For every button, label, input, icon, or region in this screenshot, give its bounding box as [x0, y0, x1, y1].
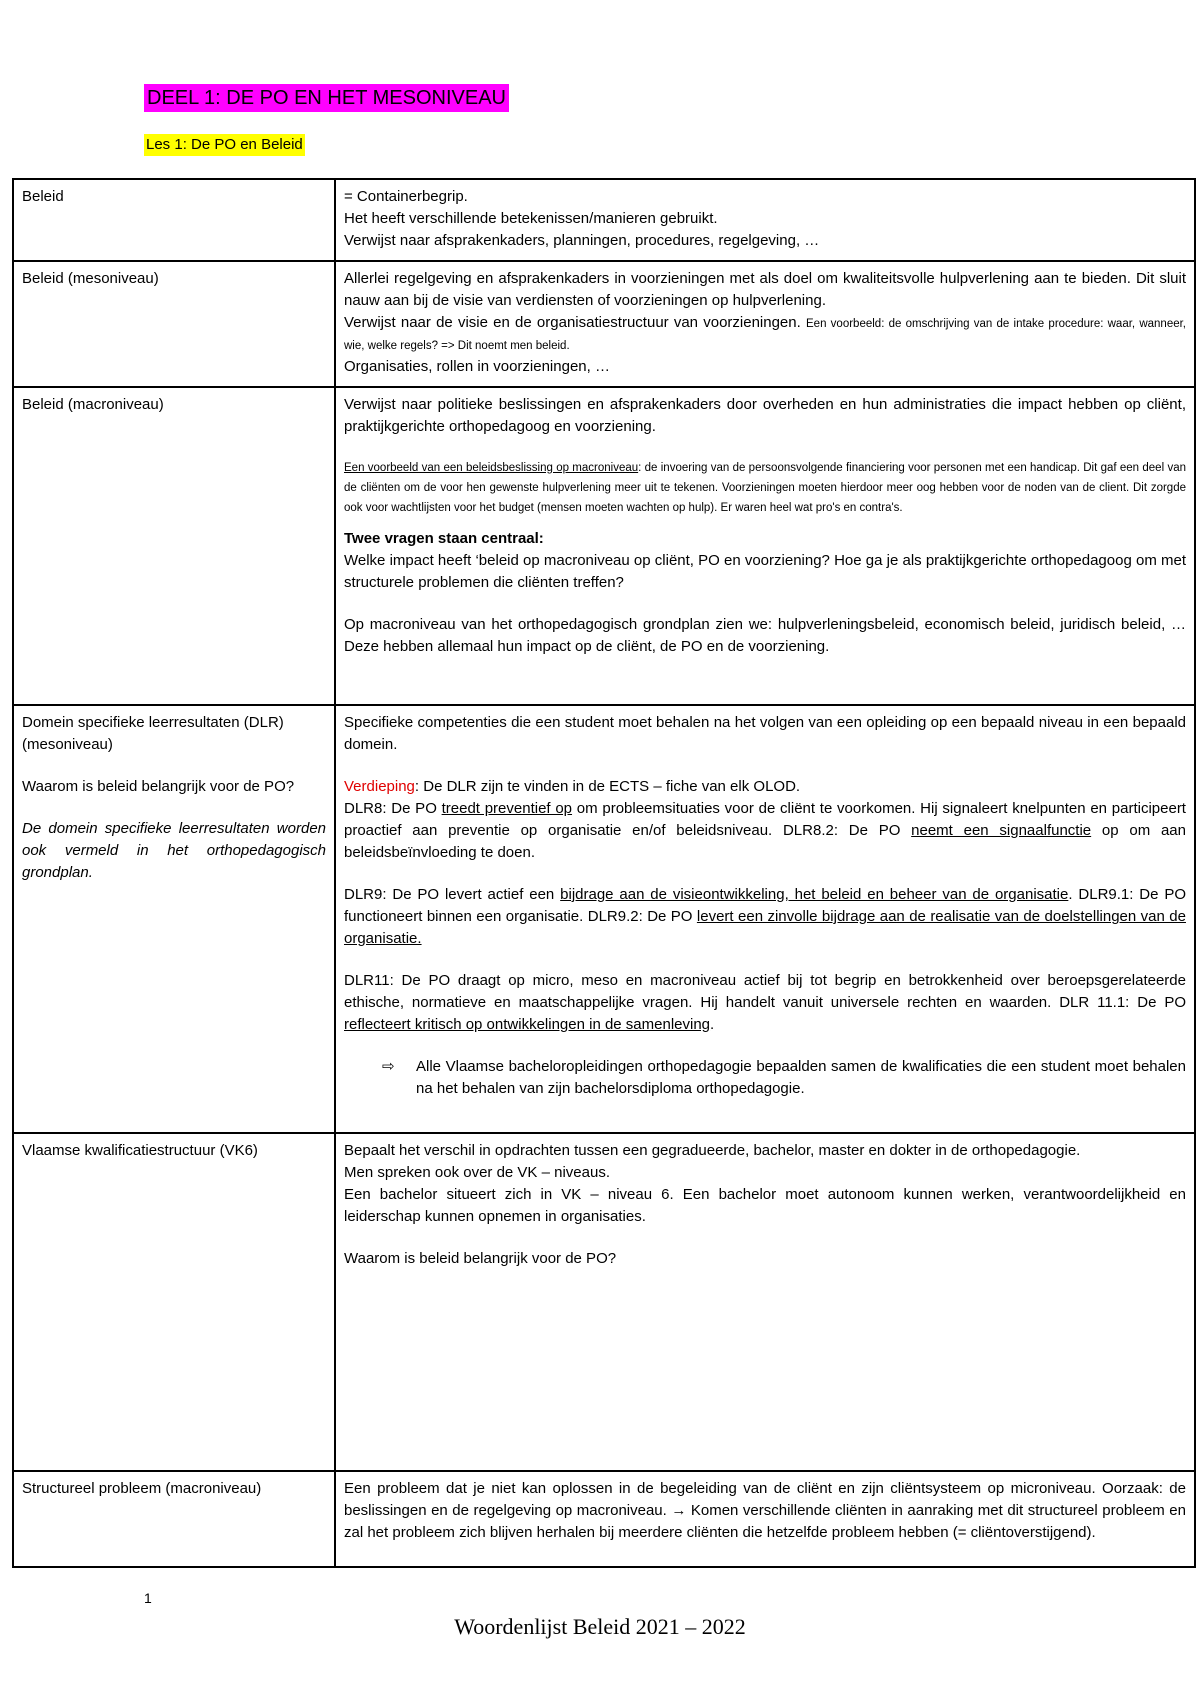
term-label: Vlaamse kwalificatiestructuur (VK6)	[22, 1142, 258, 1159]
dlr-text: om probleemsituaties voor de cliënt te voorkomen. Hij signaleert knelpunten en participeert proactief aan preventie op organisatie en/of beleidsniveau. DLR8.2: De PO	[344, 800, 1186, 839]
dlr-text: . DLR9.1: De PO functioneert binnen een organisatie. DLR9.2: De PO	[344, 886, 1187, 925]
term-question: Waarom is beleid belangrijk voor de PO?	[22, 778, 295, 795]
definition-text: Specifieke competenties die een student moet behalen na het volgen van een opleiding op een bepaald niveau in een bepaald domein.	[344, 714, 1186, 753]
definition-text: Verwijst naar de visie en de organisatiestructuur van voorzieningen.	[344, 314, 801, 331]
dlr9-text	[344, 884, 1186, 950]
definition-text: Het heeft verschillende betekenissen/manieren gebruikt.	[344, 210, 718, 227]
term-cell	[13, 261, 335, 387]
dlr-underline: treedt preventief op	[441, 800, 573, 817]
definition-text: Op macroniveau van het orthopedagogisch grondplan zien we: hulpverleningsbeleid, economisch beleid, juridisch beleid, … Deze hebben allemaal hun impact op de cliënt, de PO en de voorziening.	[344, 616, 1186, 655]
example-text: Een voorbeeld: de omschrijving van de intake procedure: waar, wanneer, wie, welke regels? => Dit noemt men beleid.	[344, 318, 1187, 352]
table-row	[13, 387, 1195, 705]
term-label: Beleid (mesoniveau)	[22, 270, 159, 287]
definition-question: Waarom is beleid belangrijk voor de PO?	[344, 1250, 617, 1267]
table-row	[13, 261, 1195, 387]
table-row	[13, 179, 1195, 261]
definition-cell	[335, 1133, 1195, 1471]
definition-text: Men spreken ook over de VK – niveaus.	[344, 1164, 610, 1181]
definition-cell	[335, 1471, 1195, 1567]
glossary-table	[12, 178, 1196, 1568]
questions-text: Welke impact heeft ‘beleid op macroniveau op cliënt, PO en voorziening? Hoe ga je als praktijkgerichte orthopedagoog om met structurele problemen die cliënten treffen?	[344, 552, 1186, 591]
definition-text: Een bachelor situeert zich in VK – niveau 6. Een bachelor moet autonoom kunnen werken, verantwoordelijkheid en leiderschap kunnen opnemen in organisaties.	[344, 1186, 1186, 1225]
definition-text: Bepaalt het verschil in opdrachten tussen een gegradueerde, bachelor, master en dokter in de orthopedagogie.	[344, 1142, 1081, 1159]
dlr8-text	[344, 798, 1186, 864]
dlr-text: DLR8: De PO	[344, 800, 442, 817]
table-row	[13, 1471, 1195, 1567]
dlr-underline: levert een zinvolle bijdrage aan de realisatie van de doelstellingen van de organisatie.	[344, 908, 1186, 947]
document-title: DEEL 1: DE PO EN HET MESONIVEAU	[144, 84, 509, 112]
dlr-underline: bijdrage aan de visieontwikkeling, het beleid en beheer van de organisatie	[560, 886, 1069, 903]
example-heading: Een voorbeeld van een beleidsbeslissing op macroniveau	[344, 462, 639, 474]
definition-cell	[335, 705, 1195, 1133]
term-label: Domein specifieke leerresultaten (DLR) (mesoniveau)	[22, 714, 284, 753]
definition-part: Een probleem dat je niet kan oplossen in de begeleiding van de cliënt en zijn cliëntsysteem op microniveau. Oorzaak: de beslissingen en de regelgeving op macroniveau.	[344, 1480, 1186, 1519]
table-row	[13, 705, 1195, 1133]
term-cell	[13, 1133, 335, 1471]
term-cell	[13, 179, 335, 261]
dlr-text: DLR9: De PO levert actief een	[344, 886, 561, 903]
questions-heading: Twee vragen staan centraal:	[344, 530, 544, 547]
definition-text: Verwijst naar afsprakenkaders, planningen, procedures, regelgeving, …	[344, 232, 820, 249]
footer-title: Woordenlijst Beleid 2021 – 2022	[454, 1614, 746, 1639]
dlr-text: DLR11: De PO draagt op micro, meso en macroniveau actief bij tot begrip en betrokkenheid over beroepsgerelateerde ethische, normatieve en maatschappelijke vragen. Hij handelt vanuit universele rechten en waarden. DLR 11.1: De PO	[344, 972, 1186, 1011]
dlr-text: .	[710, 1016, 715, 1033]
arrow-item-text: Alle Vlaamse bacheloropleidingen orthopedagogie bepaalden samen de kwalificaties die een student moet behalen na het behalen van zijn bachelorsdiploma orthopedagogie.	[416, 1058, 1186, 1097]
definition-text	[344, 1478, 1186, 1544]
verdieping-text	[344, 776, 1186, 798]
term-label: Beleid (macroniveau)	[22, 396, 164, 413]
arrow-right-icon: →	[671, 1502, 687, 1519]
dlr-underline: reflecteert kritisch op ontwikkelingen in de samenleving	[344, 1016, 711, 1033]
arrow-right-icon: ⇨	[382, 1058, 395, 1075]
definition-cell	[335, 179, 1195, 261]
table-row	[13, 1133, 1195, 1471]
page-number: 1	[144, 1590, 152, 1606]
term-note: De domein specifieke leerresultaten worden ook vermeld in het orthopedagogisch grondplan.	[22, 820, 326, 881]
arrow-list-item	[344, 1056, 1186, 1100]
definition-text	[344, 312, 1186, 356]
dlr-text: op om aan beleidsbeïnvloeding te doen.	[344, 822, 1186, 861]
definition-text: Allerlei regelgeving en afsprakenkaders in voorzieningen met als doel om kwaliteitsvolle hulpverlening aan te bieden. Dit sluit nauw aan bij de visie van verdiensten of voorzieningen op hulpverlening.	[344, 270, 1186, 309]
term-cell	[13, 705, 335, 1133]
example-text	[344, 458, 1186, 518]
definition-part: Komen verschillende cliënten in aanraking met dit structureel probleem en zal het probleem zich blijven herhalen bij meerdere cliënten die hetzelfde probleem hebben (= cliëntoverstijgend).	[344, 1502, 1186, 1541]
term-cell	[13, 387, 335, 705]
definition-text: Organisaties, rollen in voorzieningen, …	[344, 358, 610, 375]
definition-text: Verwijst naar politieke beslissingen en afsprakenkaders door overheden en hun administraties die impact hebben op cliënt, praktijkgerichte orthopedagoog en voorziening.	[344, 396, 1186, 435]
verdieping-label: Verdieping	[344, 778, 415, 795]
dlr11-text	[344, 970, 1186, 1036]
term-label: Beleid	[22, 188, 64, 205]
lesson-subtitle: Les 1: De PO en Beleid	[144, 134, 305, 156]
definition-cell	[335, 261, 1195, 387]
verdieping-body: : De DLR zijn te vinden in de ECTS – fiche van elk OLOD.	[414, 778, 801, 795]
term-cell	[13, 1471, 335, 1567]
definition-cell	[335, 387, 1195, 705]
dlr-underline: neemt een signaalfunctie	[911, 822, 1092, 839]
definition-text: = Containerbegrip.	[344, 188, 468, 205]
term-label: Structureel probleem (macroniveau)	[22, 1480, 262, 1497]
example-body: : de invoering van de persoonsvolgende financiering voor personen met een handicap. Dit gaf een deel van de cliënten om de voor hen gewenste hulpverlening meer uit te tekenen. Voorzieningen moeten hierdoor meer oog hebben voor de noden van de client. Dit zorgde ook voor wachtlijsten voor het budget (mensen moeten wachten op hulp). Er waren heel wat pro's en contra's.	[344, 462, 1186, 514]
